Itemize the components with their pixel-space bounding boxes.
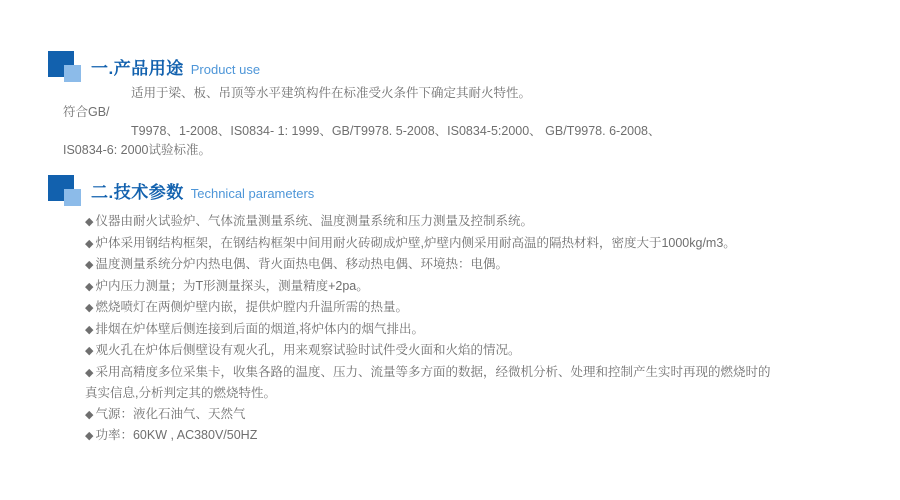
- bullet-item: [85, 297, 781, 319]
- technical-parameters-list: [85, 211, 781, 447]
- diamond-bullet-icon: ◆: [85, 408, 94, 421]
- bullet-text: 仪器由耐火试验炉、气体流量测量系统、温度测量系统和压力测量及控制系统。: [95, 214, 533, 228]
- section2-title-cn: 二.技术参数: [91, 183, 184, 202]
- diamond-bullet-icon: ◆: [85, 302, 94, 314]
- bullet-text: 炉内压力测量；为T形测量探头，测量精度+2pa。: [95, 278, 369, 293]
- paragraph-line: T9978、1-2008、IS0834- 1: 1999、GB/T9978. 5-2008、IS0834-5:2000、 GB/T9978. 6-2008、: [131, 124, 661, 138]
- overlapping-squares-icon: [48, 50, 82, 83]
- bullet-text: 气源：液化石油气、天然气: [95, 406, 246, 421]
- bullet-item: [85, 404, 781, 426]
- diamond-bullet-icon: ◆: [85, 280, 94, 293]
- bullet-text: 排烟在炉体壁后侧连接到后面的烟道,将炉体内的烟气排出。: [95, 321, 424, 336]
- bullet-text: 炉体采用钢结构框架，在钢结构框架中间用耐火砖砌成炉壁,炉壁内侧采用耐高温的隔热材料，密度大于1000kg/m3。: [95, 235, 736, 250]
- diamond-bullet-icon: ◆: [85, 430, 94, 442]
- bullet-item: [85, 211, 781, 233]
- diamond-bullet-icon: ◆: [85, 345, 94, 357]
- paragraph-line: IS0834-6: 2000试验标准。: [63, 143, 211, 157]
- bullet-item: [85, 425, 781, 447]
- diamond-bullet-icon: ◆: [85, 216, 94, 228]
- bullet-text: 观火孔在炉体后侧壁设有观火孔，用来观察试验时试件受火面和火焰的情况。: [95, 343, 521, 357]
- light-square-icon: [64, 65, 81, 82]
- paragraph-line: 符合GB/: [63, 105, 110, 119]
- section1-title-cn: 一.产品用途: [91, 59, 184, 78]
- diamond-bullet-icon: ◆: [85, 323, 94, 336]
- bullet-item: [85, 276, 781, 298]
- bullet-item: [85, 340, 781, 362]
- bullet-item: [85, 362, 781, 404]
- diamond-bullet-icon: ◆: [85, 259, 94, 271]
- overlapping-squares-icon: [48, 174, 82, 207]
- bullet-text: 燃烧喷灯在两侧炉壁内嵌，提供炉膛内升温所需的热量。: [95, 300, 408, 314]
- product-use-paragraph: [63, 84, 870, 160]
- diamond-bullet-icon: ◆: [85, 366, 94, 379]
- section-product-use-header: [48, 50, 260, 83]
- bullet-text: 采用高精度多位采集卡，收集各路的温度、压力、流量等多方面的数据，经微机分析、处理和控制产生实时再现的燃烧时的真实信息,分析判定其的燃烧特性。: [85, 364, 771, 400]
- bullet-item: [85, 319, 781, 341]
- paragraph-line: 适用于梁、板、吊顶等水平建筑构件在标准受火条件下确定其耐火特性。: [131, 86, 532, 100]
- section2-title-en: Technical parameters: [190, 186, 315, 201]
- light-square-icon: [64, 189, 81, 206]
- section1-title-en: Product use: [190, 62, 261, 77]
- diamond-bullet-icon: ◆: [85, 237, 94, 250]
- bullet-text: 功率：60KW , AC380V/50HZ: [95, 428, 258, 442]
- bullet-text: 温度测量系统分炉内热电偶、背火面热电偶、移动热电偶、环境热：电偶。: [95, 257, 508, 271]
- bullet-item: [85, 254, 781, 276]
- section-technical-parameters-header: [48, 174, 314, 207]
- bullet-item: [85, 233, 781, 255]
